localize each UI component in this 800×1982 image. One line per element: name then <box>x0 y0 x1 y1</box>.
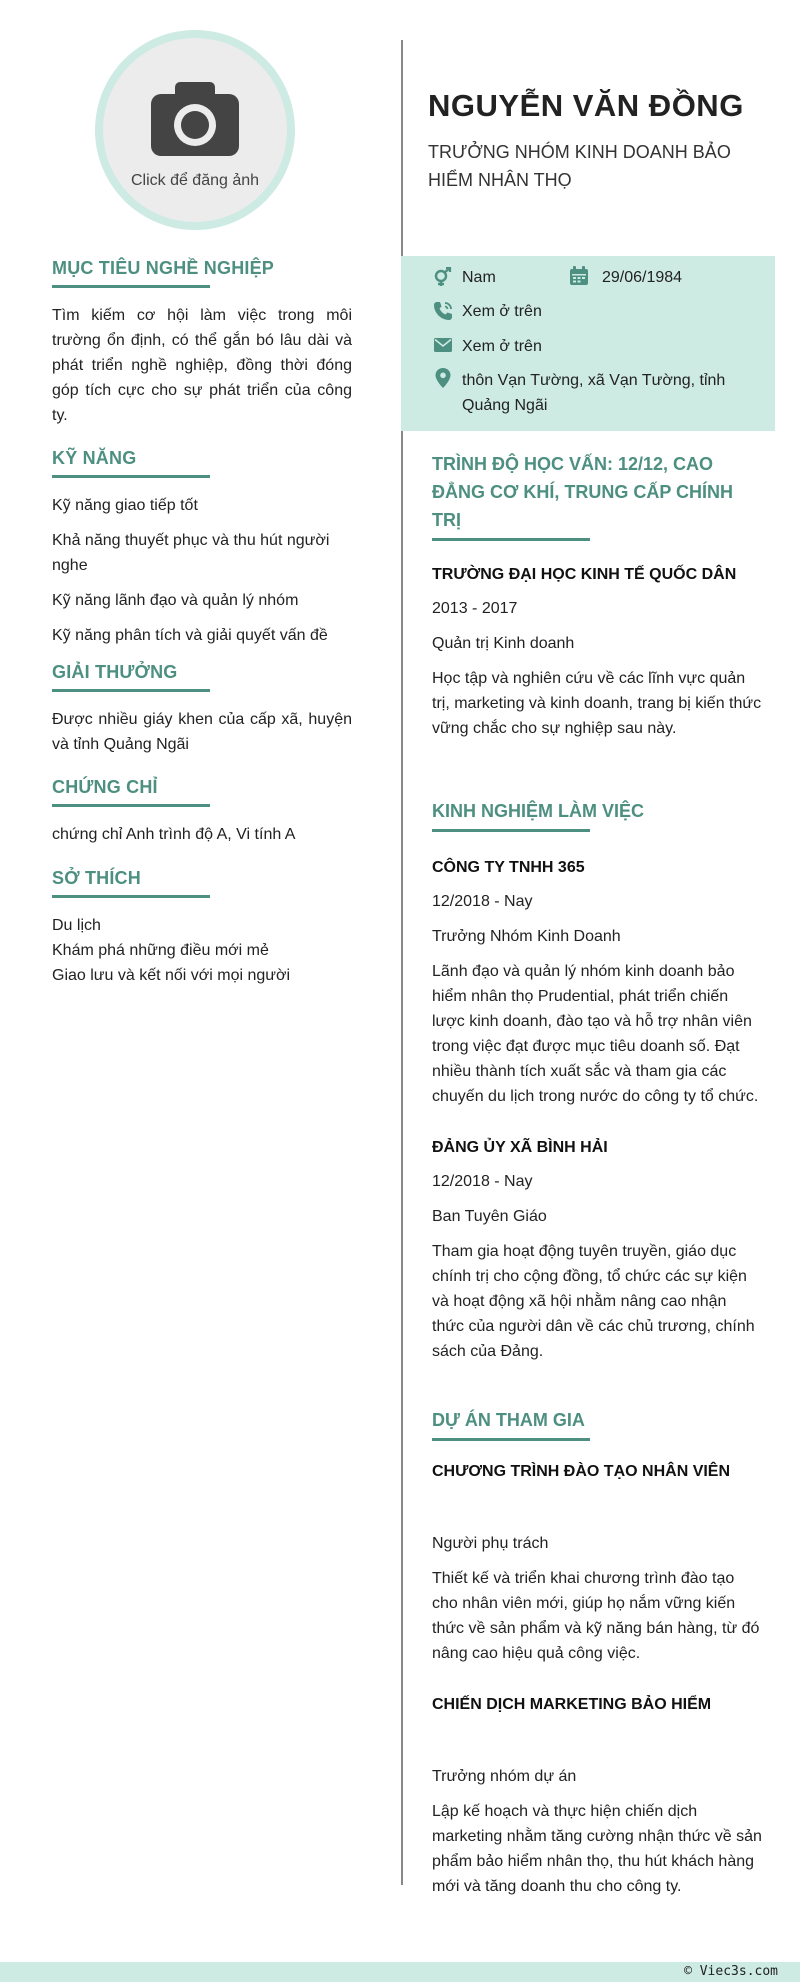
hobbies-title: SỞ THÍCH <box>52 868 141 888</box>
certificates-section <box>52 777 352 847</box>
experience-description: Tham gia hoạt động tuyên truyền, giáo dục chính trị cho cộng đồng, tổ chức các sự kiện và hoạt động xã hội nhằm nâng cao nhận thức của người dân về các chủ trương, chính sách của Đảng. <box>432 1243 755 1360</box>
contact-email: Xem ở trên <box>462 338 542 355</box>
experience-role: Trưởng Nhóm Kinh Doanh <box>432 928 621 945</box>
skill-item: Khả năng thuyết phục và thu hút người nghe <box>52 532 330 574</box>
project-name: CHƯƠNG TRÌNH ĐÀO TẠO NHÂN VIÊN <box>432 1463 731 1480</box>
objective-underline <box>52 285 210 288</box>
projects-title: DỰ ÁN THAM GIA <box>432 1410 585 1430</box>
education-school: TRƯỜNG ĐẠI HỌC KINH TẾ QUỐC DÂN <box>432 566 737 583</box>
contact-phone: Xem ở trên <box>462 303 542 320</box>
awards-title: GIẢI THƯỞNG <box>52 662 178 682</box>
project-role: Người phụ trách <box>432 1535 549 1552</box>
hobby-item: Giao lưu và kết nối với mọi người <box>52 967 291 984</box>
contact-birthday: 29/06/1984 <box>602 269 683 286</box>
skill-item: Kỹ năng giao tiếp tốt <box>52 497 198 514</box>
project-role: Trưởng nhóm dự án <box>432 1768 577 1785</box>
gender-icon <box>433 267 453 287</box>
experience-company: CÔNG TY TNHH 365 <box>432 859 585 876</box>
skills-underline <box>52 475 210 478</box>
hobby-item: Du lịch <box>52 917 101 934</box>
experience-item <box>432 859 762 1109</box>
camera-icon <box>149 72 241 164</box>
awards-underline <box>52 689 210 692</box>
certificates-text: chứng chỉ Anh trình độ A, Vi tính A <box>52 826 296 843</box>
awards-section <box>52 662 352 757</box>
footer-bar <box>0 1962 800 1982</box>
experience-role: Ban Tuyên Giáo <box>432 1208 547 1225</box>
certificates-underline <box>52 804 210 807</box>
hobbies-section <box>52 868 352 988</box>
skills-title: KỸ NĂNG <box>52 448 137 468</box>
projects-underline <box>432 1438 590 1441</box>
calendar-icon <box>569 266 589 286</box>
project-item <box>432 1696 762 1899</box>
contact-gender: Nam <box>462 269 496 286</box>
projects-section <box>432 1406 762 1899</box>
footer-copyright[interactable]: © Viec3s.com <box>684 1964 778 1979</box>
education-underline <box>432 538 590 541</box>
education-description: Học tập và nghiên cứu về các lĩnh vực quản trị, marketing và kinh doanh, trang bị kiến thức vững chắc cho sự nghiệp sau này. <box>432 670 762 737</box>
objective-title: MỤC TIÊU NGHỀ NGHIỆP <box>52 258 275 278</box>
project-description: Lập kế hoạch và thực hiện chiến dịch marketing nhằm tăng cường nhận thức về sản phẩm bảo hiểm nhân thọ, thu hút khách hàng mới và tăng doanh thu cho công ty. <box>432 1803 762 1895</box>
education-section <box>432 450 762 741</box>
education-period: 2013 - 2017 <box>432 600 518 617</box>
objective-text: Tìm kiếm cơ hội làm việc trong môi trường ổn định, có thể gắn bó lâu dài và phát triển nghề nghiệp, đồng thời đóng góp tích cực cho sự phát triển của công ty. <box>52 307 352 424</box>
certificates-title: CHỨNG CHỈ <box>52 777 158 797</box>
project-item <box>432 1463 762 1666</box>
experience-period: 12/2018 - Nay <box>432 893 533 910</box>
job-title: TRƯỞNG NHÓM KINH DOANH BẢO HIỂM NHÂN THỌ <box>428 142 731 190</box>
experience-title: KINH NGHIỆM LÀM VIỆC <box>432 801 645 821</box>
education-title: TRÌNH ĐỘ HỌC VẤN: 12/12, CAO ĐẲNG CƠ KHÍ, TRUNG CẤP CHÍNH TRỊ <box>432 454 734 530</box>
hobby-item: Khám phá những điều mới mẻ <box>52 942 269 959</box>
avatar-placeholder[interactable] <box>103 38 287 222</box>
experience-period: 12/2018 - Nay <box>432 1173 533 1190</box>
phone-icon <box>433 301 453 321</box>
awards-text: Được nhiều giáy khen của cấp xã, huyện và tỉnh Quảng Ngãi <box>52 711 352 753</box>
experience-company: ĐẢNG ỦY XÃ BÌNH HẢI <box>432 1139 608 1156</box>
contact-box <box>401 256 775 431</box>
email-icon <box>433 335 453 355</box>
skills-section <box>52 448 352 648</box>
hobbies-underline <box>52 895 210 898</box>
location-icon <box>433 368 453 388</box>
experience-description: Lãnh đạo và quản lý nhóm kinh doanh bảo hiểm nhân thọ Prudential, phát triển chiến lược kinh doanh, đào tạo và hỗ trợ nhân viên trong việc đạt được mục tiêu doanh số. Đạt nhiều thành tích xuất sắc và tham gia các chuyến du lịch trong nước do công ty tổ chức. <box>432 963 759 1105</box>
project-name: CHIẾN DỊCH MARKETING BẢO HIỂM <box>432 1696 712 1713</box>
experience-underline <box>432 829 590 832</box>
candidate-name: NGUYỄN VĂN ĐỒNG <box>428 88 744 123</box>
avatar[interactable] <box>95 30 295 230</box>
project-description: Thiết kế và triển khai chương trình đào tạo cho nhân viên mới, giúp họ nắm vững kiến thức về sản phẩm và kỹ năng bán hàng, từ đó nâng cao hiệu quả công việc. <box>432 1570 760 1662</box>
experience-section <box>432 797 762 1364</box>
skill-item: Kỹ năng phân tích và giải quyết vấn đề <box>52 627 328 644</box>
contact-address: thôn Vạn Tường, xã Vạn Tường, tỉnh Quảng Ngãi <box>462 372 726 414</box>
objective-section <box>52 258 352 428</box>
skill-item: Kỹ năng lãnh đạo và quản lý nhóm <box>52 592 299 609</box>
avatar-caption[interactable]: Click để đăng ảnh <box>130 172 260 189</box>
education-major: Quản trị Kinh doanh <box>432 635 575 652</box>
experience-item <box>432 1139 762 1364</box>
